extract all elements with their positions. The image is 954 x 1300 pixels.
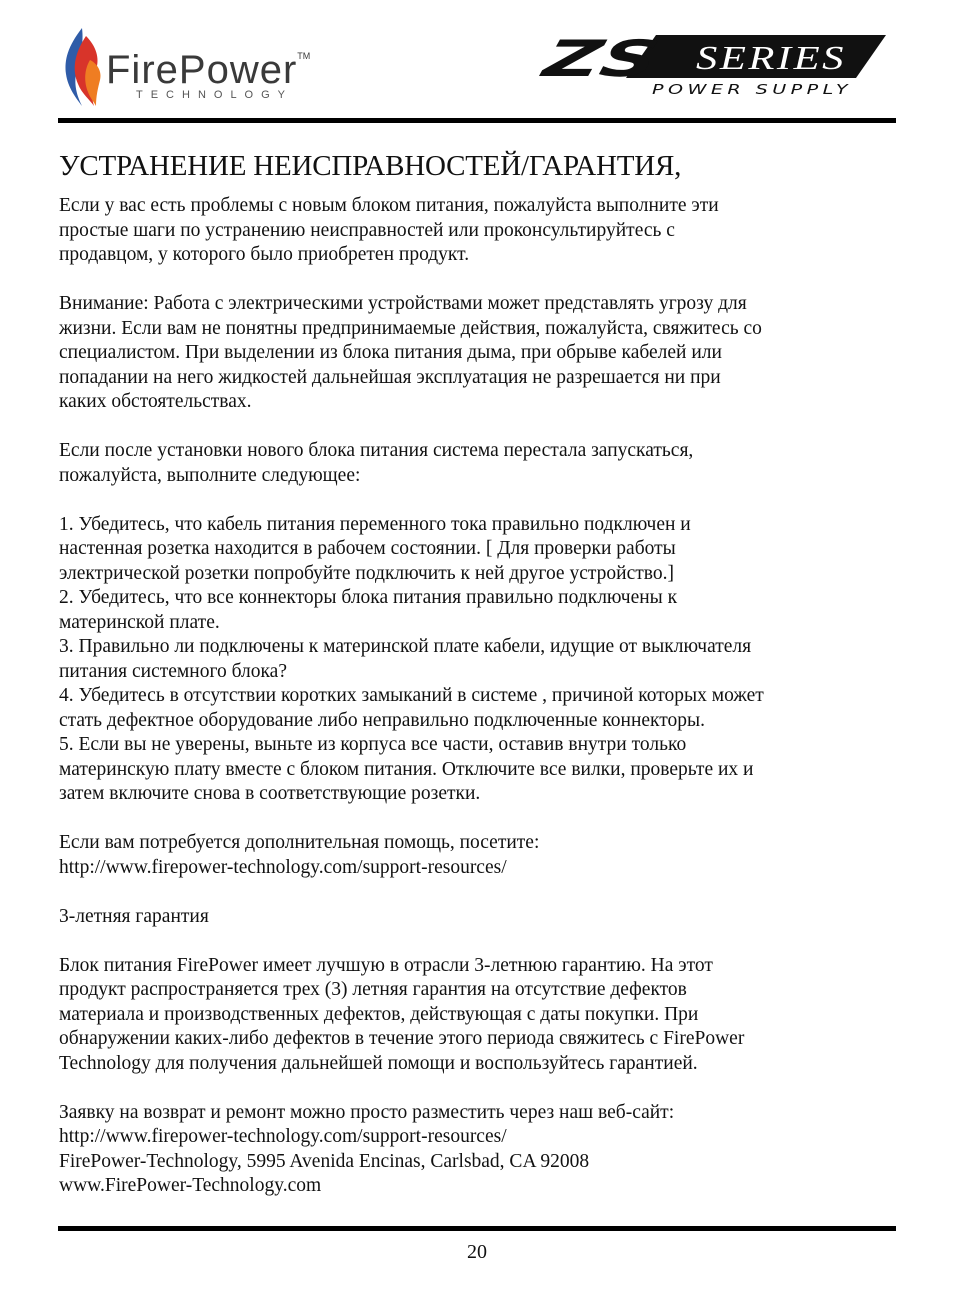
text-line: 1. Убедитесь, что кабель питания переменного тока правильно подключен и — [59, 513, 691, 535]
paragraph — [59, 513, 894, 807]
paragraph-gap — [59, 1076, 894, 1101]
flame-icon — [60, 26, 104, 108]
body-text — [59, 194, 894, 1199]
text-line: Заявку на возврат и ремонт можно просто разместить через наш веб-сайт: — [59, 1101, 675, 1123]
paragraph — [59, 905, 894, 930]
paragraph — [59, 292, 894, 415]
text-line: Внимание: Работа с электрическими устройствами может представлять угрозу для — [59, 293, 747, 314]
power-supply-text: POWER SUPPLY — [652, 83, 852, 98]
text-line: стать дефектное оборудование либо неправильно подключенные коннекторы. — [59, 709, 705, 731]
firepower-logo — [60, 24, 350, 110]
text-line: Если у вас есть проблемы с новым блоком питания, пожалуйста выполните эти — [59, 195, 719, 216]
text-line: специалистом. При выделении из блока питания дыма, при обрыве кабелей или — [59, 342, 722, 363]
text-line: материнской плате. — [59, 611, 220, 633]
text-line: материала и производственных дефектов, действующая с даты покупки. При — [59, 1003, 699, 1025]
text-line: http://www.firepower-technology.com/support-resources/ — [59, 856, 507, 878]
text-line: жизни. Если вам не понятны предпринимаемые действия, пожалуйста, свяжитесь со — [59, 317, 762, 339]
brand-subtitle: TECHNOLOGY — [136, 89, 294, 101]
text-line: продавцом, у которого было приобретен продукт. — [59, 244, 470, 265]
paragraph — [59, 831, 894, 880]
page-content — [59, 146, 894, 1199]
text-line: материнскую плату вместе с блоком питания. Отключите все вилки, проверьте их и — [59, 758, 754, 780]
brand-name: FirePower™ — [106, 48, 311, 92]
text-line: 4. Убедитесь в отсутствии коротких замыканий в системе , причиной которых может — [59, 685, 764, 706]
text-line: каких обстоятельствах. — [59, 391, 252, 412]
footer-divider — [58, 1226, 896, 1231]
paragraph-gap — [59, 268, 894, 293]
paragraph-gap — [59, 880, 894, 905]
series-text: SERIES — [696, 40, 846, 77]
paragraph-gap — [59, 929, 894, 954]
page-title: УСТРАНЕНИЕ НЕИСПРАВНОСТЕЙ/ГАРАНТИЯ, — [59, 150, 682, 182]
text-line: питания системного блока? — [59, 660, 287, 682]
paragraph — [59, 439, 894, 488]
text-line: Technology для получения дальнейшей помощи и воспользуйтесь гарантией. — [59, 1052, 698, 1074]
text-line: Если вам потребуется дополнительная помощь, посетите: — [59, 832, 540, 853]
text-line: Блок питания FirePower имеет лучшую в отрасли 3-летнюю гарантию. На этот — [59, 954, 713, 976]
text-line: 3. Правильно ли подключены к материнской плате кабели, идущие от выключателя — [59, 636, 752, 657]
text-line: настенная розетка находится в рабочем состоянии. [ Для проверки работы — [59, 538, 676, 559]
paragraph-gap — [59, 415, 894, 440]
header-divider — [58, 118, 896, 123]
text-line: простые шаги по устранению неисправностей или проконсультируйтесь с — [59, 219, 675, 241]
paragraph — [59, 194, 894, 268]
text-line: 5. Если вы не уверены, выньте из корпуса все части, оставив внутри только — [59, 734, 687, 755]
text-line: www.FirePower-Technology.com — [59, 1175, 322, 1196]
trademark-mark: TM — [297, 51, 311, 61]
paragraph — [59, 954, 894, 1077]
text-line: попадании на него жидкостей дальнейшая эксплуатация не разрешается ни при — [59, 366, 721, 388]
text-line: FirePower-Technology, 5995 Avenida Encinas, Carlsbad, CA 92008 — [59, 1150, 590, 1172]
paragraph-gap — [59, 807, 894, 832]
text-line: http://www.firepower-technology.com/support-resources/ — [59, 1126, 507, 1147]
page-number: 20 — [467, 1241, 487, 1263]
text-line: 3-летняя гарантия — [59, 905, 209, 927]
paragraph — [59, 1101, 894, 1199]
text-line: пожалуйста, выполните следующее: — [59, 464, 361, 486]
text-line: обнаружении каких-либо дефектов в течение этого периода свяжитесь с FirePower — [59, 1028, 745, 1049]
text-line: электрической розетки попробуйте подключить к ней другое устройство.] — [59, 562, 674, 584]
zs-series-logo — [538, 29, 888, 102]
zs-text: ZS — [538, 29, 625, 88]
text-line: затем включите снова в соответствующие розетки. — [59, 783, 481, 804]
text-line: Если после установки нового блока питания система перестала запускаться, — [59, 440, 694, 461]
text-line: 2. Убедитесь, что все коннекторы блока питания правильно подключены к — [59, 587, 678, 608]
paragraph-gap — [59, 488, 894, 513]
text-line: продукт распространяется трех (3) летняя гарантия на отсутствие дефектов — [59, 979, 687, 1000]
